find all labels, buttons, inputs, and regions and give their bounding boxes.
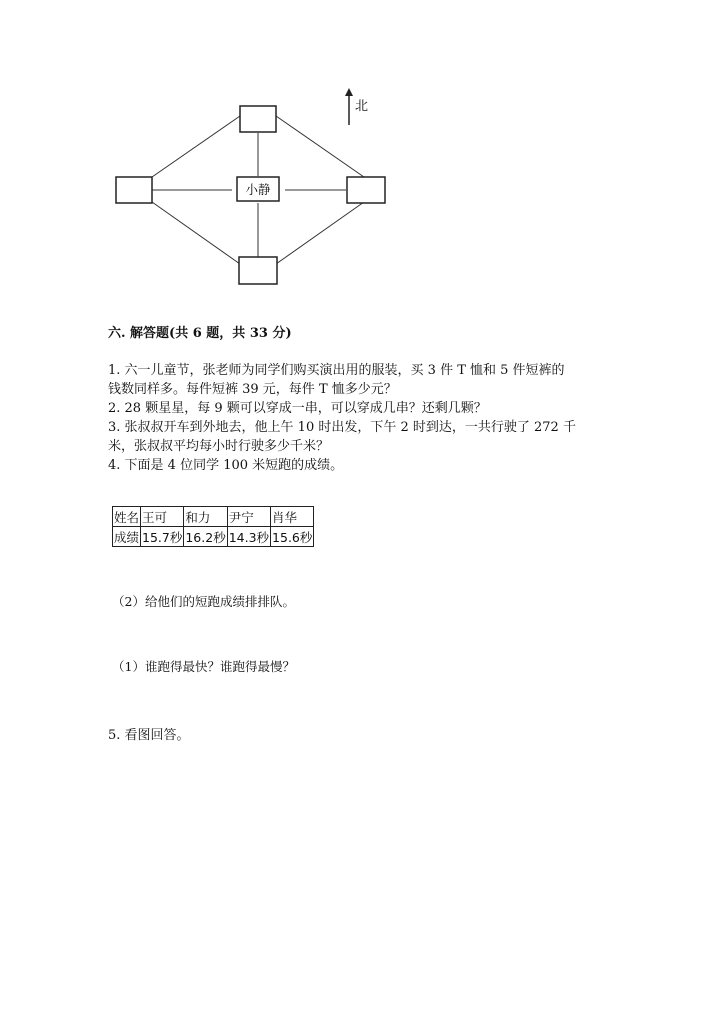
score-table xyxy=(112,506,314,547)
subquestion-1: （1）谁跑得最快？谁跑得最慢？ xyxy=(112,659,295,674)
center-label: 小静 xyxy=(245,182,271,197)
line-north-west xyxy=(152,116,240,177)
question-1-line-1: 1. 六一儿童节，张老师为同学们购买演出用的服装，买 3 件 T 恤和 5 件短裤的 xyxy=(108,363,565,378)
question-2: 2. 28 颗星星，每 9 颗可以穿成一串，可以穿成几串？还剩几颗？ xyxy=(108,401,487,416)
line-north-east xyxy=(276,116,364,177)
table-cell: 肖华 xyxy=(271,507,314,527)
box-west xyxy=(116,177,152,203)
north-arrowhead-icon xyxy=(345,88,353,96)
table-cell: 姓名 xyxy=(113,507,141,527)
north-label: 北 xyxy=(355,99,369,114)
table-cell: 15.7秒 xyxy=(141,527,184,547)
table-cell: 和力 xyxy=(184,507,227,527)
box-south xyxy=(239,257,277,284)
table-cell: 成绩 xyxy=(113,527,141,547)
table-cell: 王可 xyxy=(141,507,184,527)
box-north xyxy=(240,106,276,132)
table-cell: 16.2秒 xyxy=(184,527,227,547)
table-cell: 14.3秒 xyxy=(227,527,270,547)
table-row xyxy=(113,527,314,547)
section-title: 六. 解答题(共 6 题，共 33 分) xyxy=(108,326,292,341)
question-5: 5. 看图回答。 xyxy=(108,728,190,743)
box-east xyxy=(347,177,385,203)
table-row xyxy=(113,507,314,527)
line-south-east xyxy=(276,202,364,264)
direction-map-diagram xyxy=(100,80,400,295)
question-3-line-1: 3. 张叔叔开车到外地去，他上午 10 时出发，下午 2 时到达，一共行驶了 272 千 xyxy=(108,420,576,435)
question-4: 4. 下面是 4 位同学 100 米短跑的成绩。 xyxy=(108,458,344,473)
table-cell: 15.6秒 xyxy=(271,527,314,547)
line-south-west xyxy=(152,202,240,264)
question-3-line-2: 米，张叔叔平均每小时行驶多少千米？ xyxy=(108,439,330,454)
subquestion-2: （2）给他们的短跑成绩排排队。 xyxy=(112,594,295,609)
table-cell: 尹宁 xyxy=(227,507,270,527)
question-1-line-2: 钱数同样多。每件短裤 39 元，每件 T 恤多少元？ xyxy=(108,382,397,397)
